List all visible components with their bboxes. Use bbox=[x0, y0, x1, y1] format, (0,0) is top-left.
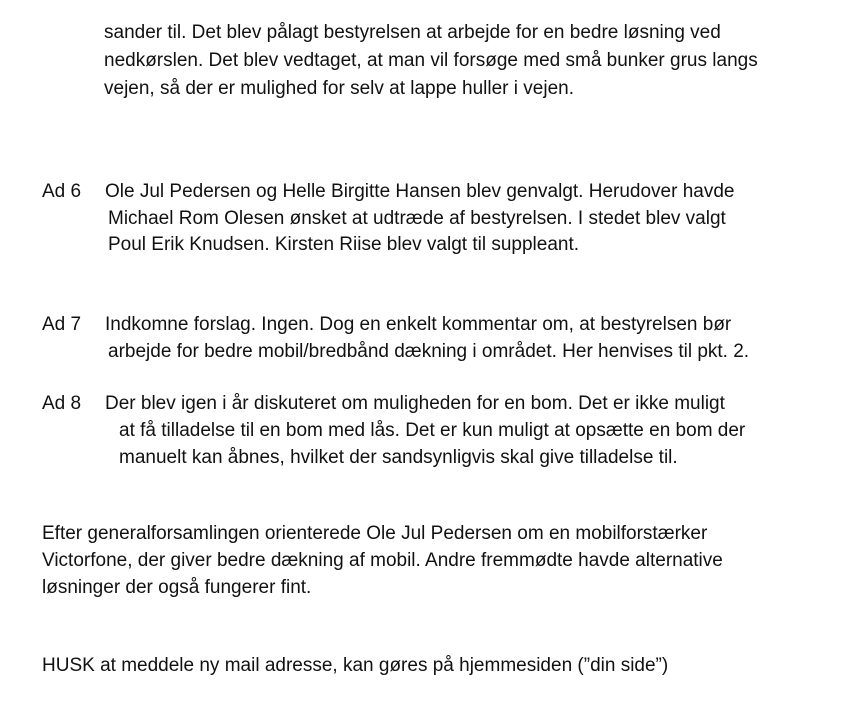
after-line-3: løsninger der også fungerer fint. bbox=[42, 577, 312, 598]
agenda-6-line-3: Poul Erik Knudsen. Kirsten Riise blev valgt til suppleant. bbox=[108, 234, 580, 255]
after-line-1: Efter generalforsamlingen orienterede Ole Jul Pedersen om en mobilforstærker bbox=[42, 523, 708, 544]
agenda-7-line-2: arbejde for bedre mobil/bredbånd dækning i området. Her henvises til pkt. 2. bbox=[108, 341, 750, 362]
agenda-label-7: Ad 7 bbox=[42, 314, 82, 335]
intro-line-1: sander til. Det blev pålagt bestyrelsen at arbejde for en bedre løsning ved bbox=[104, 22, 721, 43]
agenda-8-line-1: Der blev igen i år diskuteret om muligheden for en bom. Det er ikke muligt bbox=[105, 393, 725, 414]
reminder-note: HUSK at meddele ny mail adresse, kan gøres på hjemmesiden (”din side”) bbox=[42, 655, 669, 676]
agenda-6-line-1: Ole Jul Pedersen og Helle Birgitte Hansen blev genvalgt. Herudover havde bbox=[105, 181, 735, 202]
agenda-6-line-2: Michael Rom Olesen ønsket at udtræde af bestyrelsen. I stedet blev valgt bbox=[108, 208, 726, 229]
agenda-7-line-1: Indkomne forslag. Ingen. Dog en enkelt kommentar om, at bestyrelsen bør bbox=[105, 314, 732, 335]
intro-line-2: nedkørslen. Det blev vedtaget, at man vil forsøge med små bunker grus langs bbox=[104, 50, 758, 71]
after-line-2: Victorfone, der giver bedre dækning af mobil. Andre fremmødte havde alternative bbox=[42, 550, 723, 571]
agenda-8-line-3: manuelt kan åbnes, hvilket der sandsynligvis skal give tilladelse til. bbox=[119, 447, 678, 468]
agenda-8-line-2: at få tilladelse til en bom med lås. Det er kun muligt at opsætte en bom der bbox=[119, 420, 746, 441]
agenda-label-6: Ad 6 bbox=[42, 181, 82, 202]
agenda-label-8: Ad 8 bbox=[42, 393, 82, 414]
intro-line-3: vejen, så der er mulighed for selv at lappe huller i vejen. bbox=[104, 78, 574, 99]
